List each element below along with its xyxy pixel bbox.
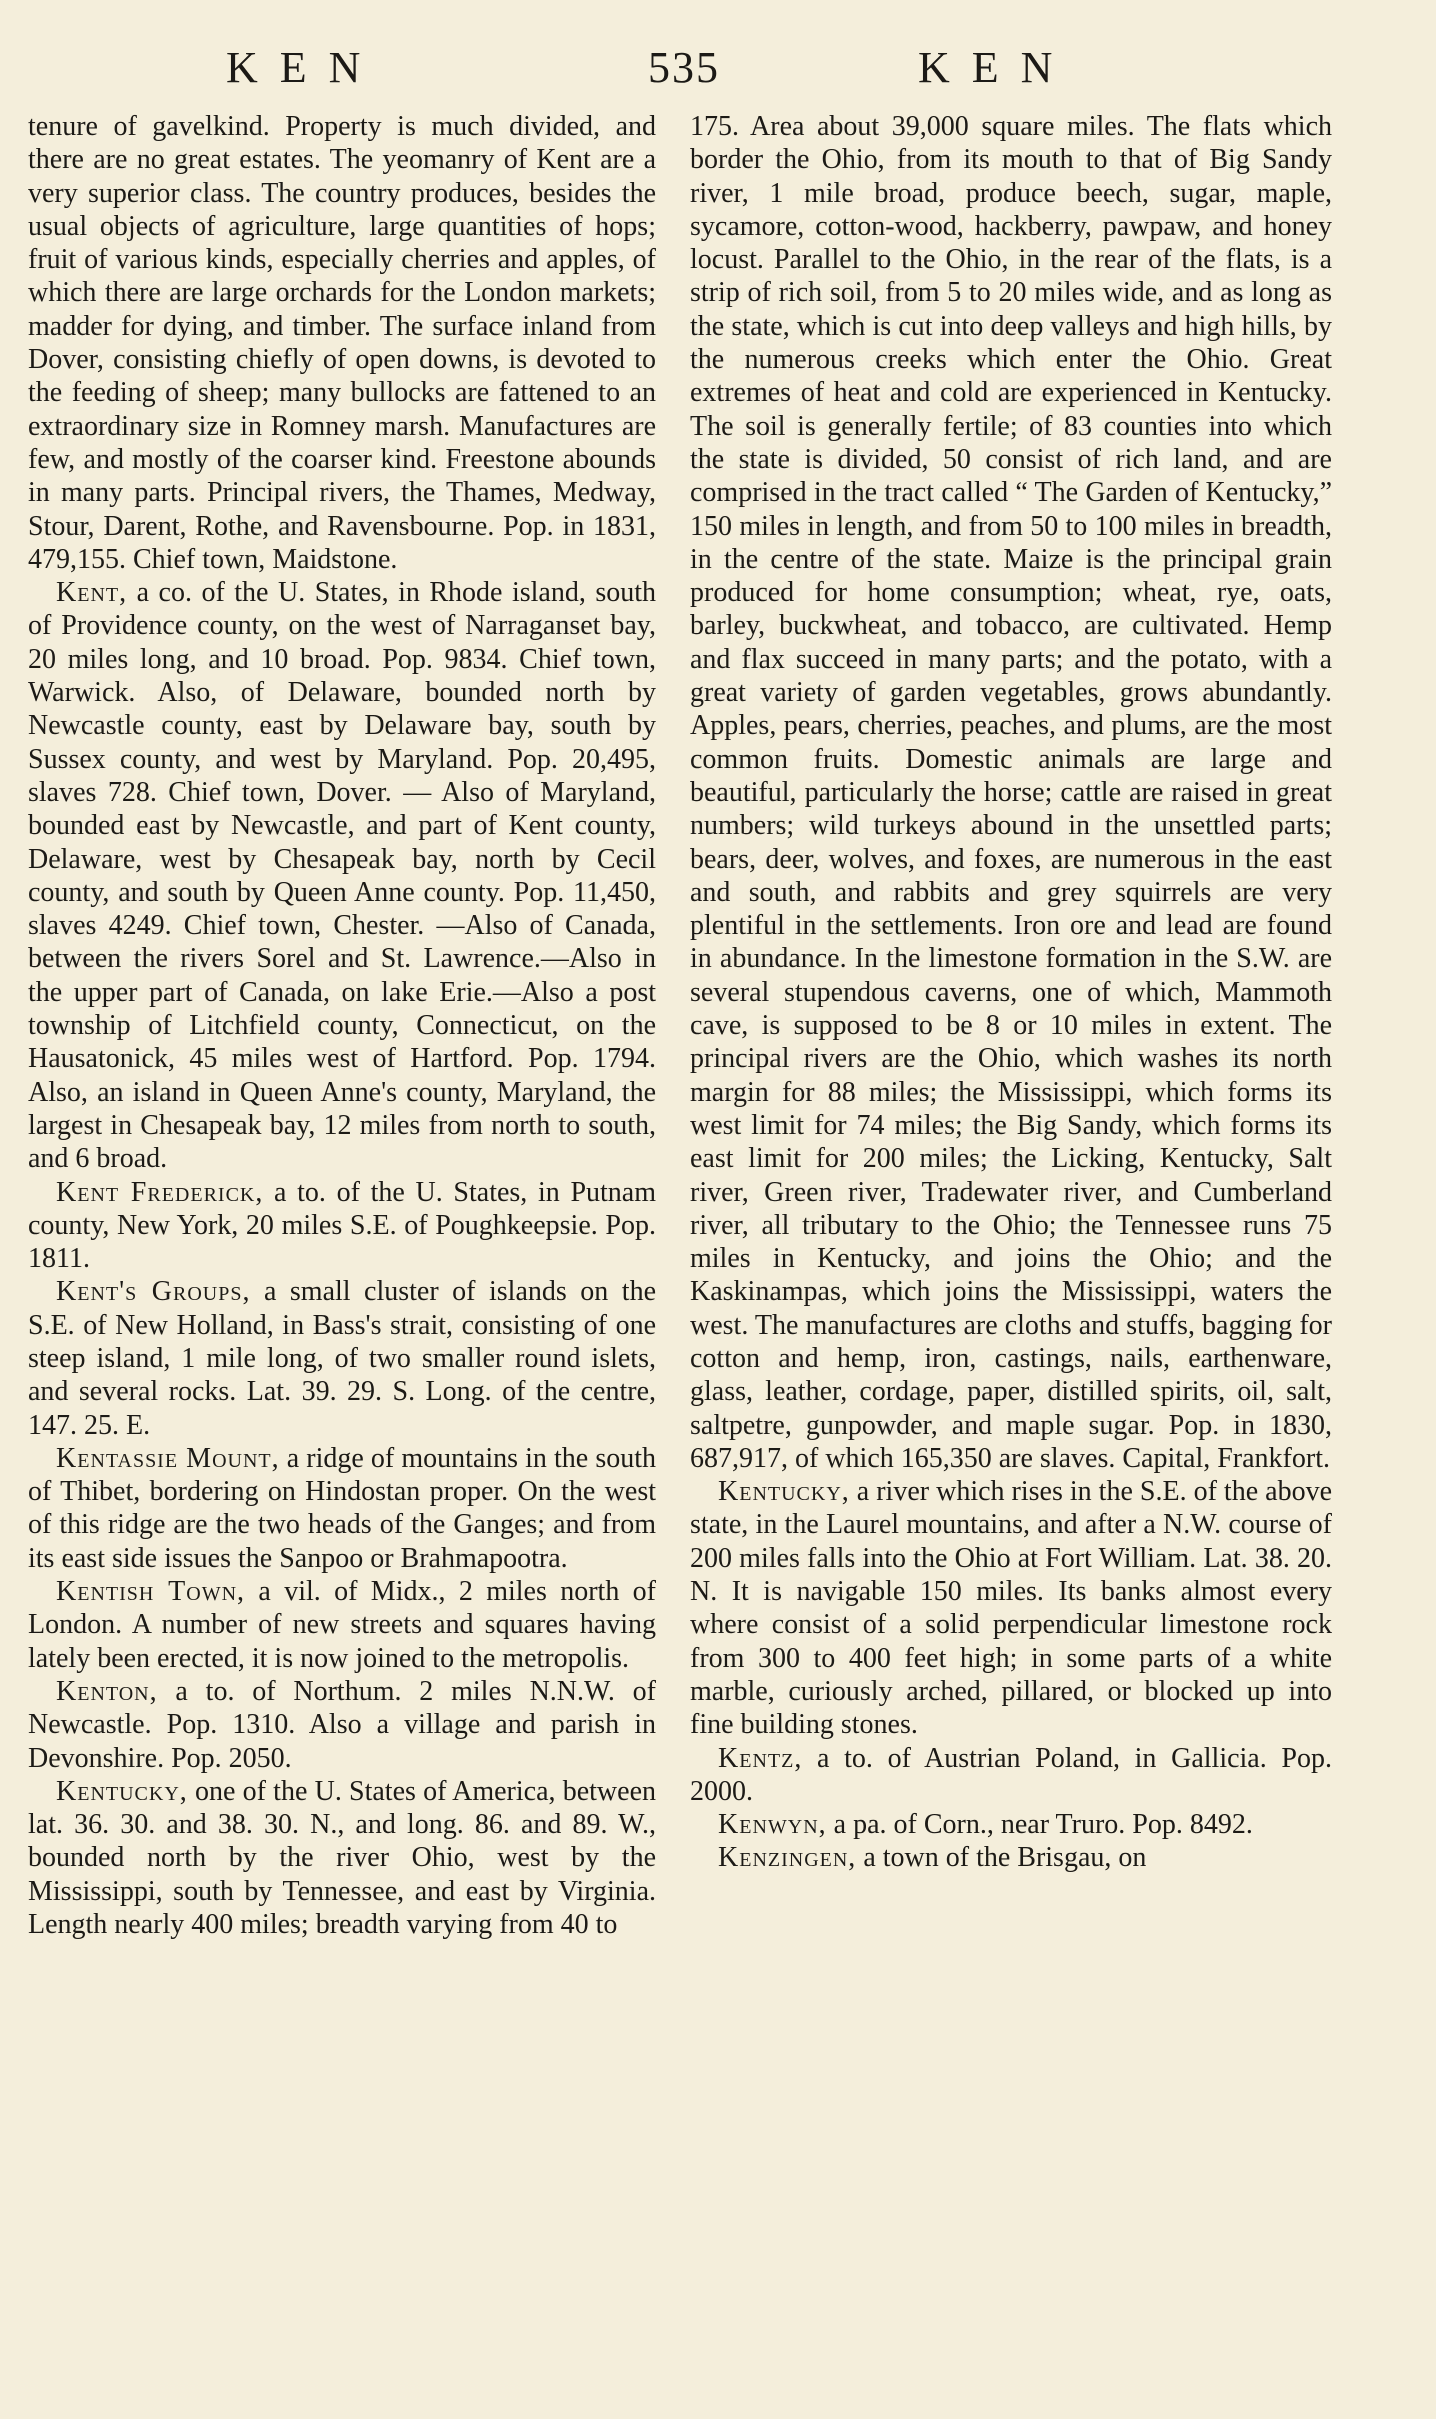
- entry-headword: Kenzingen,: [718, 1842, 857, 1874]
- entry-paragraph: [28, 110, 656, 576]
- entry-text: a vil. of Midx., 2 miles north of London. A number of new streets and squares having lately been erected, it is now joined to the metropolis.: [28, 1576, 656, 1674]
- entry-headword: Kentucky,: [56, 1775, 188, 1807]
- entry-headword: Kenwyn,: [718, 1809, 827, 1841]
- entry-text: a to. of Northum. 2 miles N.N.W. of Newcastle. Pop. 1310. Also a village and parish in Devonshire. Pop. 2050.: [28, 1675, 656, 1774]
- entry-paragraph: [690, 1841, 1332, 1874]
- entry-headword: Kentz,: [718, 1742, 803, 1774]
- entry-paragraph: [690, 1742, 1332, 1809]
- entry-headword: Kenton,: [56, 1675, 158, 1707]
- entry-paragraph: [28, 1575, 656, 1675]
- entry-headword: Kent Frederick,: [56, 1176, 264, 1208]
- running-header: [0, 42, 1436, 102]
- entry-paragraph: [28, 1675, 656, 1775]
- entry-paragraph: [28, 1775, 656, 1941]
- entry-paragraph: [28, 1176, 656, 1276]
- entry-headword: Kent's Groups,: [56, 1276, 251, 1308]
- entry-text: one of the U. States of America, between lat. 36. 30. and 38. 30. N., and long. 86. and 89. W., bounded north by the river Ohio, west by the Mississippi, south by Tennessee, and east by Virginia. Length nearly 400 miles; breadth varying from 40 to: [28, 1775, 656, 1941]
- entry-paragraph: [28, 1275, 656, 1441]
- left-column: [28, 110, 656, 1941]
- entry-headword: Kentucky,: [718, 1476, 850, 1508]
- header-left-guideword: KEN: [226, 43, 383, 92]
- entry-text: a small cluster of islands on the S.E. of New Holland, in Bass's strait, consisting of one steep island, 1 mile long, of two smaller round islets, and several rocks. Lat. 39. 29. S. Long. of the centre, 147. 25. E.: [28, 1276, 656, 1441]
- entry-text: a to. of the U. States, in Putnam county, New York, 20 miles S.E. of Poughkeepsie. Pop. 1811.: [28, 1176, 656, 1275]
- entry-text: a river which rises in the S.E. of the above state, in the Laurel mountains, and after a N.W. course of 200 miles falls into the Ohio at Fort William. Lat. 38. 20. N. It is navigable 150 miles. Its banks almost every where consist of a solid perpendicular limestone rock from 300 to 400 feet high; in some parts of a white marble, curiously arched, pillared, or blocked up into fine building stones.: [690, 1476, 1332, 1741]
- entry-paragraph: [690, 1475, 1332, 1741]
- entry-headword: Kentassie Mount,: [56, 1442, 280, 1474]
- entry-paragraph: [28, 576, 656, 1175]
- entry-paragraph: [690, 110, 1332, 1475]
- entry-headword: Kentish Town,: [56, 1576, 246, 1608]
- entry-text: a ridge of mountains in the south of Thibet, bordering on Hindostan proper. On the west of this ridge are the two heads of the Ganges; and from its east side issues the Sanpoo or Brahmapootra.: [28, 1442, 656, 1574]
- entry-text: a town of the Brisgau, on: [856, 1842, 1147, 1874]
- page-number: 535: [648, 43, 720, 92]
- right-column: [690, 110, 1332, 1875]
- entry-text: 175. Area about 39,000 square miles. The flats which border the Ohio, from its mouth to that of Big Sandy river, 1 mile broad, produce beech, sugar, maple, sycamore, cotton-wood, hackberry, pawpaw, and honey locust. Parallel to the Ohio, in the rear of the flats, is a strip of rich soil, from 5 to 20 miles wide, and as long as the state, which is cut into deep valleys and high hills, by the numerous creeks which enter the Ohio. Great extremes of heat and cold are experienced in Kentucky. The soil is generally fertile; of 83 counties into which the state is divided, 50 consist of rich land, and are comprised in the tract called “ The Garden of Kentucky,” 150 miles in length, and from 50 to 100 miles in breadth, in the centre of the state. Maize is the principal grain produced for home consumption; wheat, rye, oats, barley, buckwheat, and tobacco, are cultivated. Hemp and flax succeed in many parts; and the potato, with a great variety of garden vegetables, grows abundantly. Apples, pears, cherries, peaches, and plums, are the most common fruits. Domestic animals are large and beautiful, particularly the horse; cattle are raised in great numbers; wild turkeys abound in the unsettled parts; bears, deer, wolves, and foxes, are numerous in the east and south, and rabbits and grey squirrels are very plentiful in the settlements. Iron ore and lead are found in abundance. In the limestone formation in the S.W. are several stupendous caverns, one of which, Mammoth cave, is supposed to be 8 or 10 miles in extent. The principal rivers are the Ohio, which washes its north margin for 88 miles; the Mississippi, which forms its west limit for 74 miles; the Big Sandy, which forms its east limit for 200 miles; the Licking, Kentucky, Salt river, Green river, Tradewater river, and Cumberland river, all tributary to the Ohio; the Tennessee runs 75 miles in Kentucky, and joins the Ohio; and the Kaskinampas, which joins the Mississippi, waters the west. The manufactures are cloths and stuffs, bagging for cotton and hemp, iron, castings, nails, earthenware, glass, leather, cordage, paper, distilled spirits, oil, salt, saltpetre, gunpowder, and maple sugar. Pop. in 1830, 687,917, of which 165,350 are slaves. Capital, Frankfort.: [690, 111, 1332, 1474]
- entry-paragraph: [28, 1442, 656, 1575]
- entry-text: tenure of gavelkind. Property is much divided, and there are no great estates. The yeomanry of Kent are a very superior class. The country produces, besides the usual objects of agriculture, large quantities of hops; fruit of various kinds, especially cherries and apples, of which there are large orchards for the London markets; madder for dying, and timber. The surface inland from Dover, consisting chiefly of open downs, is devoted to the feeding of sheep; many bullocks are fattened to an extraordinary size in Romney marsh. Manufactures are few, and mostly of the coarser kind. Freestone abounds in many parts. Principal rivers, the Thames, Medway, Stour, Darent, Rothe, and Ravensbourne. Pop. in 1831, 479,155. Chief town, Maidstone.: [28, 111, 656, 575]
- entry-paragraph: [690, 1808, 1332, 1841]
- entry-headword: Kent,: [56, 577, 128, 609]
- entry-text: a pa. of Corn., near Truro. Pop. 8492.: [826, 1809, 1253, 1841]
- entry-text: a co. of the U. States, in Rhode island, south of Providence county, on the west of Narraganset bay, 20 miles long, and 10 broad. Pop. 9834. Chief town, Warwick. Also, of Delaware, bounded north by Newcastle county, east by Delaware bay, south by Sussex county, and west by Maryland. Pop. 20,495, slaves 728. Chief town, Dover. — Also of Maryland, bounded east by Newcastle, and part of Kent county, Delaware, west by Chesapeak bay, north by Cecil county, and south by Queen Anne county. Pop. 11,450, slaves 4249. Chief town, Chester. —Also of Canada, between the rivers Sorel and St. Lawrence.—Also in the upper part of Canada, on lake Erie.—Also a post township of Litchfield county, Connecticut, on the Hausatonick, 45 miles west of Hartford. Pop. 1794. Also, an island in Queen Anne's county, Maryland, the largest in Chesapeak bay, 12 miles from north to south, and 6 broad.: [28, 577, 656, 1175]
- header-right-guideword: KEN: [918, 43, 1075, 92]
- entry-text: a to. of Austrian Poland, in Gallicia. Pop. 2000.: [690, 1742, 1332, 1807]
